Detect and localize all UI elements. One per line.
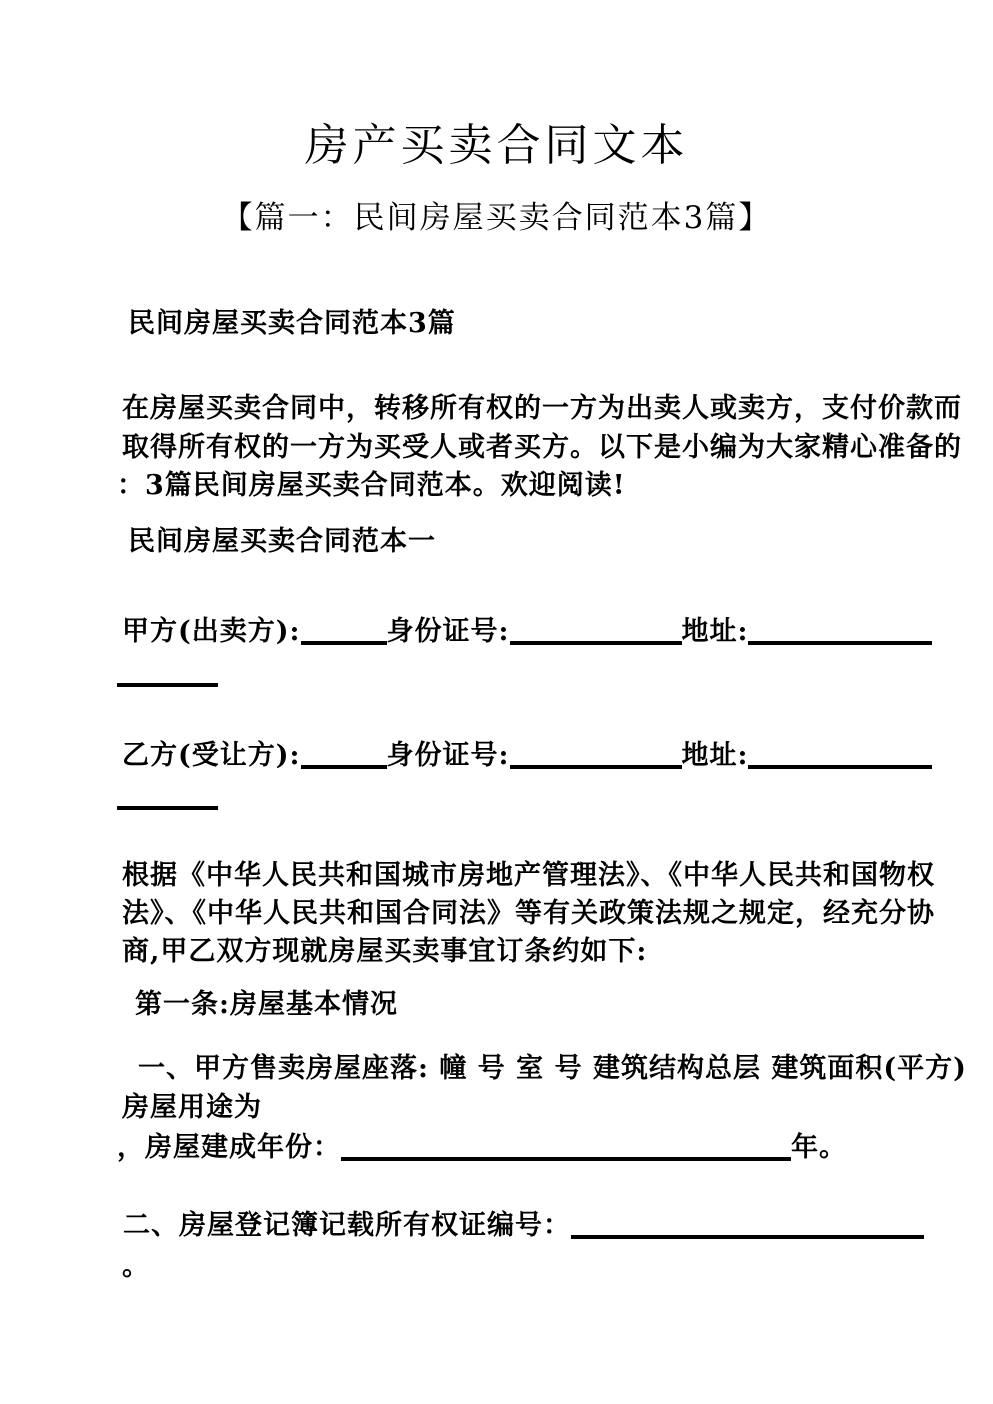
party-a-id-blank (510, 640, 682, 645)
party-a-address-blank (748, 640, 932, 645)
section-heading: 民间房屋买卖合同范本3篇 (128, 308, 456, 339)
basis-line-1: 根据《中华人民共和国城市房地产管理法》、《中华人民共和国物权 (122, 860, 935, 891)
ownership-cert-label: 二、房屋登记簿记载所有权证编号： (123, 1210, 571, 1241)
intro-line-3: ：3篇民间房屋买卖合同范本。欢迎阅读! (117, 470, 626, 501)
party-b-continuation-blank (117, 806, 218, 810)
party-b-address-label: 地址: (681, 740, 749, 771)
document-title: 房产买卖合同文本 (304, 120, 689, 171)
build-year-label: ，房屋建成年份： (117, 1132, 341, 1163)
party-a-line (122, 618, 932, 645)
party-b-id-blank (510, 764, 682, 769)
party-b-name-blank (301, 764, 387, 769)
basis-line-3: 商,甲乙双方现就房屋买卖事宜订条约如下: (122, 936, 648, 967)
party-a-address-label: 地址: (681, 616, 749, 647)
party-a-name-blank (301, 640, 387, 645)
party-b-address-blank (748, 764, 932, 769)
intro-line-1: 在房屋买卖合同中，转移所有权的一方为出卖人或卖方，支付价款而 (122, 393, 962, 424)
document-subtitle: 【篇一：民间房屋买卖合同范本3篇】 (221, 200, 772, 236)
party-a-continuation-blank (117, 683, 218, 687)
article1-heading: 第一条:房屋基本情况 (135, 989, 398, 1020)
basis-line-2: 法》、《中华人民共和国合同法》等有关政策法规之规定，经充分协 (122, 898, 935, 929)
clause1-line-1: 一、甲方售卖房屋座落: 幢 号 室 号 建筑结构总层 建筑面积(平方) (138, 1053, 967, 1084)
clause2-line (123, 1212, 924, 1239)
party-b-id-label: 身份证号: (386, 740, 510, 771)
party-b-line (122, 742, 932, 769)
clause2-trailing-period: 。 (122, 1251, 150, 1282)
clause1-line-3 (117, 1134, 847, 1161)
party-a-label: 甲方(出卖方): (122, 616, 301, 647)
party-a-id-label: 身份证号: (386, 616, 510, 647)
sample-heading: 民间房屋买卖合同范本一 (128, 526, 436, 557)
clause1-line-2: 房屋用途为 (122, 1092, 262, 1123)
party-b-label: 乙方(受让方): (122, 740, 301, 771)
build-year-suffix: 年。 (791, 1132, 847, 1163)
intro-line-2: 取得所有权的一方为买受人或者买方。以下是小编为大家精心准备的 (122, 432, 962, 463)
build-year-blank (341, 1156, 791, 1161)
ownership-cert-blank (571, 1234, 924, 1239)
